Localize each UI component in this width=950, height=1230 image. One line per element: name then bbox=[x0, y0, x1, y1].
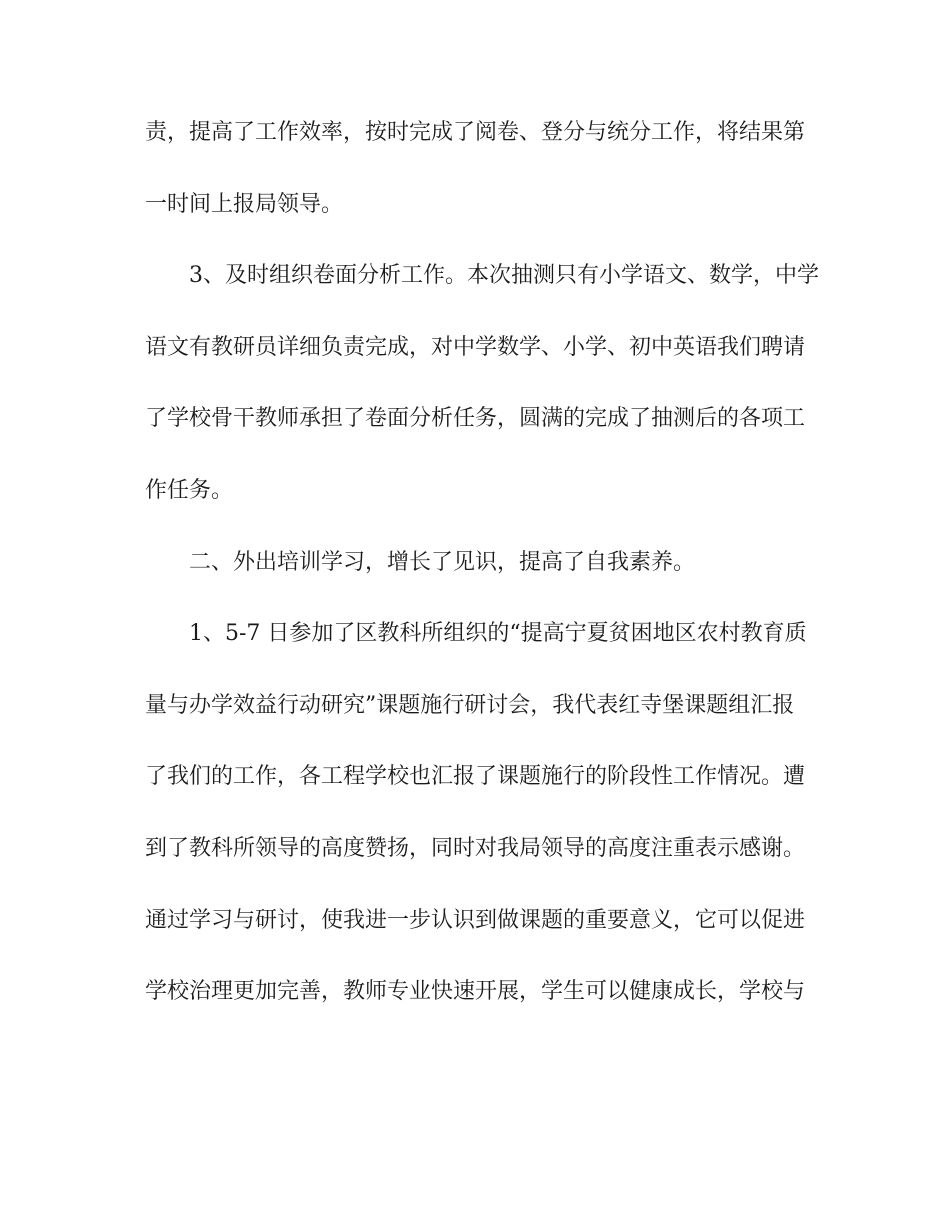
text-line-8: 1、5-7 日参加了区教科所组织的“提高宁夏贫困地区农村教育质 bbox=[189, 621, 807, 647]
text-line-12: 通过学习与研讨，使我进一步认识到做课题的重要意义，它可以促进 bbox=[145, 907, 806, 933]
text-line-6: 作任务。 bbox=[145, 477, 234, 503]
text-line-10: 了我们的工作，各工程学校也汇报了课题施行的阶段性工作情况。遭 bbox=[145, 764, 806, 790]
text-line-13: 学校治理更加完善，教师专业快速开展，学生可以健康成长，学校与 bbox=[145, 979, 806, 1005]
text-line-1: 责，提高了工作效率，按时完成了阅卷、登分与统分工作，将结果第 bbox=[145, 120, 806, 145]
section-heading: 二、外出培训学习，增长了见识，提高了自我素养。 bbox=[189, 549, 696, 575]
text-line-2: 一时间上报局领导。 bbox=[145, 191, 344, 217]
text-line-4: 语文有教研员详细负责完成，对中学数学、小学、初中英语我们聘请 bbox=[145, 334, 806, 360]
text-line-5: 了学校骨干教师承担了卷面分析任务，圆满的完成了抽测后的各项工 bbox=[145, 406, 806, 432]
text-line-9: 量与办学效益行动研究”课题施行研讨会，我代表红寺堡课题组汇报 bbox=[145, 692, 795, 718]
document-body bbox=[145, 120, 819, 1052]
text-line-3: 3、及时组织卷面分析工作。本次抽测只有小学语文、数学，中学 bbox=[189, 263, 819, 289]
text-line-11: 到了教科所领导的高度赞扬，同时对我局领导的高度注重表示感谢。 bbox=[145, 835, 806, 861]
